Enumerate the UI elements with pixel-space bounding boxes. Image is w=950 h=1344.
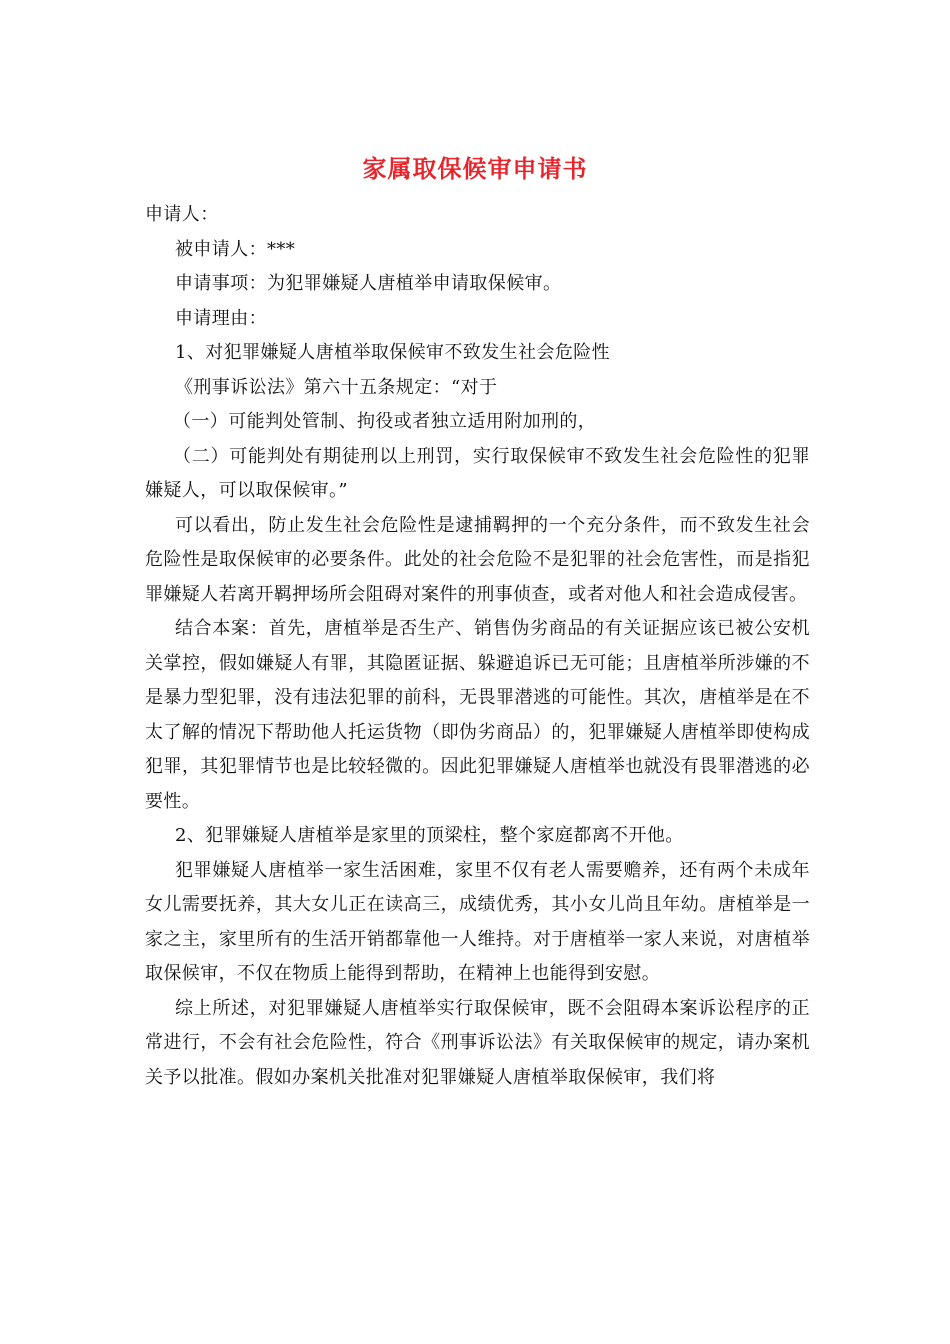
respondent-line: 被申请人：*** — [175, 238, 296, 260]
paragraph-case: 结合本案：首先，唐植举是否生产、销售伪劣商品的有关证据应该已被公安机关掌控，假如嫌疑人有罪，其隐匿证据、躲避追诉已无可能；且唐植举所涉嫌的不是暴力型犯罪，没有违法犯罪的前科，无畏罪潜逃的可能性。其次，唐植举是在不太了解的情况下帮助他人托运货物（即伪劣商品）的，犯罪嫌疑人唐植举即使构成犯罪，其犯罪情节也是比较轻微的。因此犯罪嫌疑人唐植举也就没有畏罪潜逃的必要性。 — [145, 618, 810, 812]
document-body — [145, 198, 810, 1095]
applicant-line: 申请人： — [145, 204, 219, 225]
reason-2-heading: 2、犯罪嫌疑人唐植举是家里的顶梁柱，整个家庭都离不开他。 — [175, 825, 684, 846]
reason-1-heading: 1、对犯罪嫌疑人唐植举取保候审不致发生社会危险性 — [175, 342, 611, 363]
paragraph-conclusion: 综上所述，对犯罪嫌疑人唐植举实行取保候审，既不会阻碍本案诉讼程序的正常进行，不会有社会危险性，符合《刑事诉讼法》有关取保候审的规定，请办案机关予以批准。假如办案机关批准对犯罪嫌疑人唐植举取保候审，我们将 — [145, 997, 810, 1088]
law-citation: 《刑事诉讼法》第六十五条规定：“对于 — [175, 376, 498, 398]
law-item-2: （二）可能判处有期徒刑以上刑罚，实行取保候审不致发生社会危险性的犯罪嫌疑人，可以取保候审。” — [145, 445, 810, 501]
paragraph-analysis: 可以看出，防止发生社会危险性是逮捕羁押的一个充分条件，而不致发生社会危险性是取保候审的必要条件。此处的社会危险不是犯罪的社会危害性，而是指犯罪嫌疑人若离开羁押场所会阻碍对案件的刑事侦查，或者对他人和社会造成侵害。 — [145, 514, 810, 605]
paragraph-family: 犯罪嫌疑人唐植举一家生活困难，家里不仅有老人需要赡养，还有两个未成年女儿需要抚养，其大女儿正在读高三，成绩优秀，其小女儿尚且年幼。唐植举是一家之主，家里所有的生活开销都靠他一人维持。对于唐植举一家人来说，对唐植举取保候审，不仅在物质上能得到帮助，在精神上也能得到安慰。 — [145, 859, 810, 984]
reasons-heading: 申请理由： — [175, 307, 267, 329]
application-matter: 申请事项：为犯罪嫌疑人唐植举申请取保候审。 — [175, 273, 562, 294]
document-title: 家属取保候审申请书 — [362, 154, 588, 183]
law-item-1: （一）可能判处管制、拘役或者独立适用附加刑的， — [173, 411, 597, 432]
